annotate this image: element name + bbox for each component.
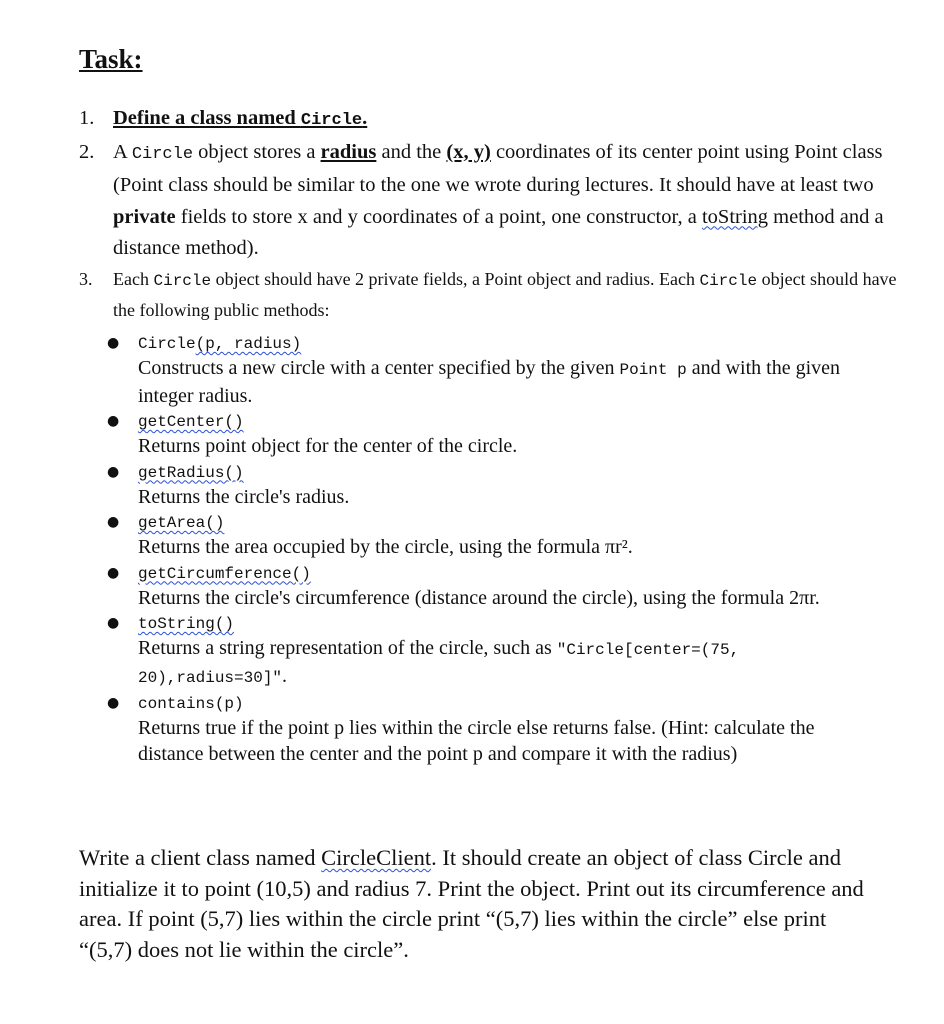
numbered-list (79, 103, 899, 325)
bullet-icon: ● (107, 514, 120, 530)
task-title: Task: (79, 44, 143, 74)
bullet-icon: ● (107, 615, 120, 631)
method-description: Returns the area occupied by the circle, using the formula πr². (138, 536, 633, 558)
item-text: Each Circle object should have 2 private fields, a Point object and radius. Each Circle object should have the following public methods: (113, 268, 897, 320)
method-item (107, 332, 867, 409)
method-signature: Circle(p, radius) (138, 335, 302, 353)
method-item (107, 562, 867, 612)
method-signature: getArea() (138, 514, 225, 532)
client-class-name: CircleClient (321, 845, 432, 870)
method-description: Returns the circle's radius. (138, 485, 350, 508)
methods-list (107, 332, 867, 767)
list-number: 3. (79, 268, 93, 289)
item-text: Define a class named Circle. (113, 107, 368, 130)
list-item (79, 103, 899, 137)
list-number: 2. (79, 140, 95, 163)
list-item (79, 137, 899, 265)
method-item (107, 511, 867, 561)
method-description: Constructs a new circle with a center specified by the given Point p and with the given integer radius. (138, 357, 841, 407)
method-signature: contains(p) (138, 695, 244, 713)
client-paragraph: Write a client class named CircleClient. It should create an object of class Circle and initialize it to point (10,5) and radius 7. Print the object. Print out its circumference and area. If point (5,7) lies within the circle print “(5,7) lies within the circle” else print “(5,7) does not lie within the circle”. (79, 845, 864, 962)
bullet-icon: ● (107, 463, 120, 480)
bullet-icon: ● (107, 564, 120, 581)
bullet-icon: ● (107, 335, 120, 351)
method-description: Returns the circle's circumference (distance around the circle), using the formula 2πr. (138, 586, 820, 609)
method-signature: toString() (138, 615, 235, 633)
method-description: Returns true if the point p lies within the circle else returns false. (Hint: calculate the distance between the center and the point p and compare it with the radius) (138, 717, 815, 765)
item-text: A Circle object stores a radius and the (x, y) coordinates of its center point using Point class (Point class should be similar to the one we wrote during lectures. It should have at least two private fields to store x and y coordinates of a point, one constructor, a toString method and a distance method). (113, 140, 884, 259)
method-signature: getCenter() (138, 413, 244, 431)
bullet-icon: ● (107, 413, 120, 429)
list-item (79, 265, 899, 325)
method-signature: getRadius() (138, 463, 244, 482)
method-item (107, 410, 867, 460)
method-item (107, 612, 867, 691)
method-item (107, 692, 867, 767)
list-number: 1. (79, 107, 95, 129)
method-item (107, 461, 867, 511)
method-description: Returns a string representation of the circle, such as "Circle[center=(75, 20),radius=30]". (138, 637, 740, 687)
method-signature: getCircumference() (138, 564, 311, 583)
method-description: Returns point object for the center of the circle. (138, 435, 518, 457)
bullet-icon: ● (107, 695, 120, 711)
